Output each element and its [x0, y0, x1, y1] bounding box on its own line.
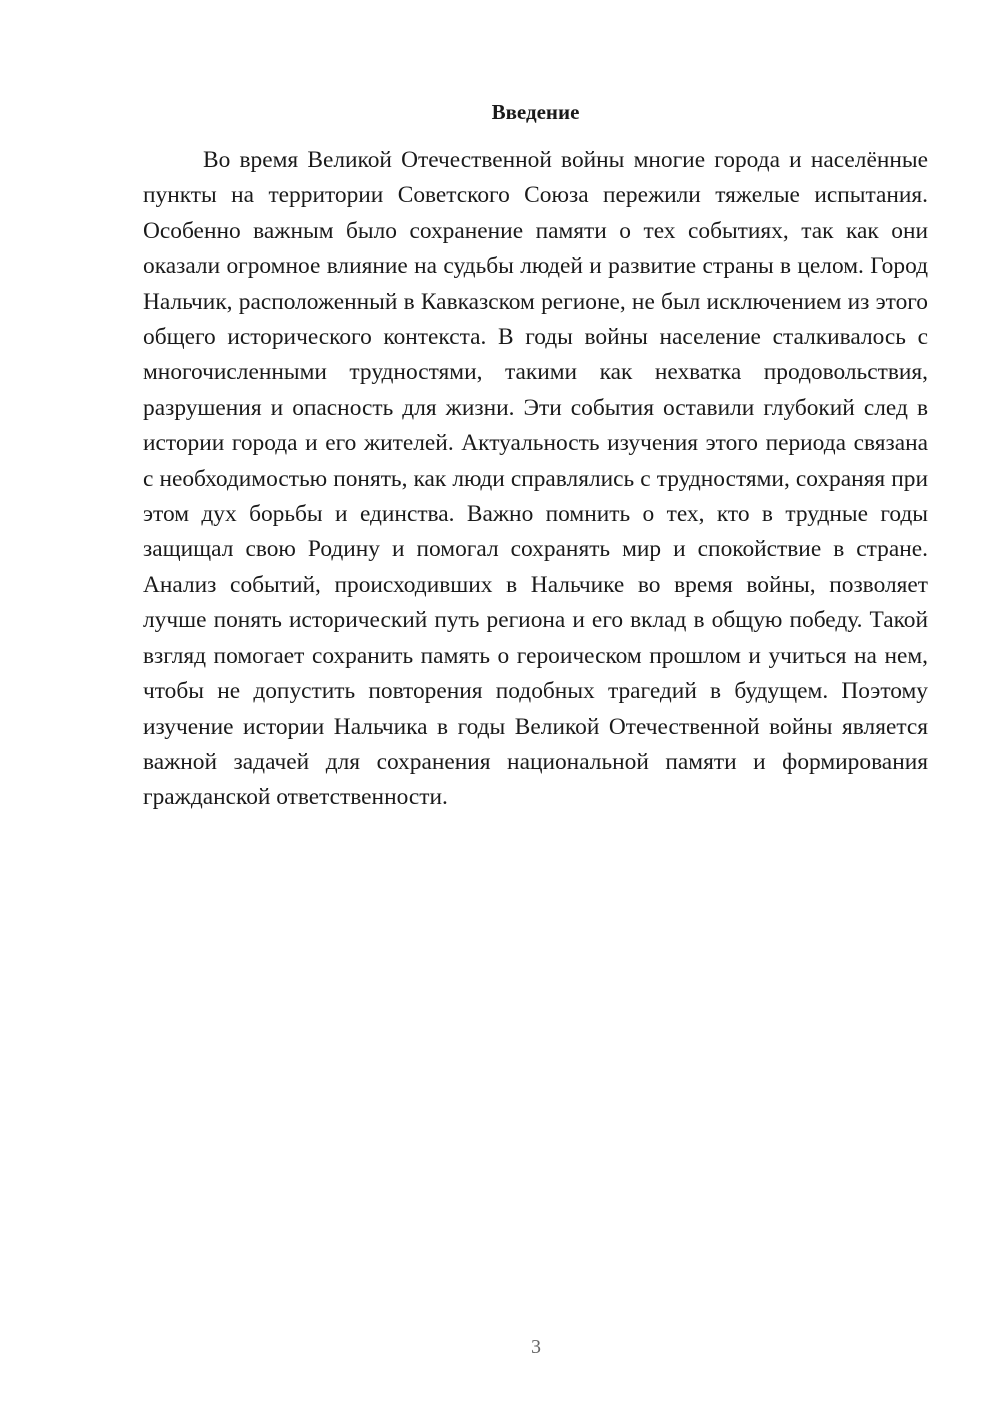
section-heading: Введение [491, 100, 580, 124]
body-paragraph: Во время Великой Отечественной войны многие города и населённые пункты на территории Советского Союза пережили тяжелые испытания. Особенно важным было сохранение памяти о тех событиях, так как они оказали огромное влияние на судьбы людей и развитие страны в целом. Город Нальчик, расположенный в Кавказском регионе, не был исключением из этого общего исторического контекста. В годы войны население сталкивалось с многочисленными трудностями, такими как нехватка продовольствия, разрушения и опасность для жизни. Эти события оставили глубокий след в истории города и его жителей. Актуальность изучения этого периода связана с необходимостью понять, как люди справлялись с трудностями, сохраняя при этом дух борьбы и единства. Важно помнить о тех, кто в трудные годы защищал свою Родину и помогал сохранять мир и спокойствие в стране. Анализ событий, происходивших в Нальчике во время войны, позволяет лучше понять исторический путь региона и его вклад в общую победу. Такой взгляд помогает сохранить память о героическом прошлом и учиться на нем, чтобы не допустить повторения подобных трагедий в будущем. Поэтому изучение истории Нальчика в годы Великой Отечественной войны является важной задачей для сохранения национальной памяти и формирования гражданской ответственности. [143, 147, 928, 811]
page-number: 3 [531, 1336, 541, 1358]
